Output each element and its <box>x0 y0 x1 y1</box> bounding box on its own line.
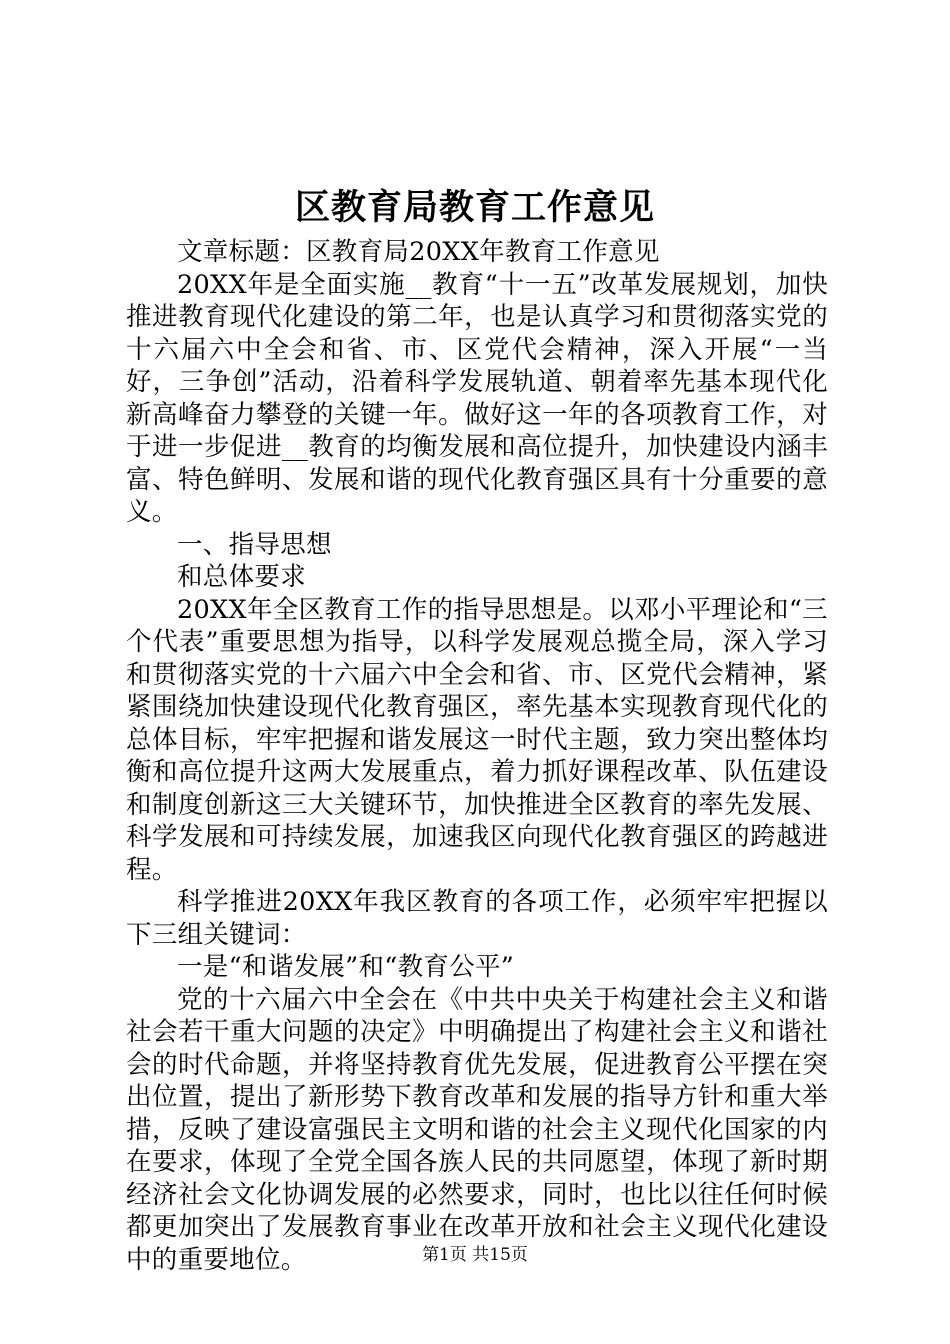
paragraph-article-title: 文章标题：区教育局20XX年教育工作意见 <box>177 237 660 267</box>
paragraph-key-words: 科学推进20XX年我区教育的各项工作，必须牢牢把握以下三组关键词： <box>126 887 828 950</box>
section-heading-overall-requirements: 和总体要求 <box>177 562 307 592</box>
paragraph-harmony-fairness: 党的十六届六中全会在《中共中央关于构建社会主义和谐社会若干重大问题的决定》中明确提出了构建社会主义和谐社会的时代命题，并将坚持教育优先发展，促进教育公平摆在突出位置，提出了新形势下教育改革和发展的指导方针和重大举措，反映了建设富强民主文明和谐的社会主义现代化国家的内在要求，体现了全党全国各族人民的共同愿望，体现了新时期经济社会文化协调发展的必然要求，同时，也比以往任何时候都更加突出了发展教育事业在改革开放和社会主义现代化建设中的重要地位。 <box>126 984 828 1275</box>
document-body <box>126 236 828 1276</box>
page-number-footer: 第1页 共15页 <box>422 1245 528 1265</box>
subheading-harmony-fairness: 一是“和谐发展”和“教育公平” <box>177 952 515 982</box>
paragraph-intro: 20XX年是全面实施__教育“十一五”改革发展规划，加快推进教育现代化建设的第二年，也是认真学习和贯彻落实党的十六届六中全会和省、市、区党代会精神，深入开展“一当好，三争创”活动，沿着科学发展轨道、朝着率先基本现代化新高峰奋力攀登的关键一年。做好这一年的各项教育工作，对于进一步促进__教育的均衡发展和高位提升，加快建设内涵丰富、特色鲜明、发展和谐的现代化教育强区具有十分重要的意义。 <box>126 269 828 527</box>
section-heading-guiding-ideology: 一、指导思想 <box>177 529 332 560</box>
document-title: 区教育局教育工作意见 <box>294 187 655 228</box>
paragraph-guiding-ideology: 20XX年全区教育工作的指导思想是。以邓小平理论和“三个代表”重要思想为指导，以科学发展观总揽全局，深入学习和贯彻落实党的十六届六中全会和省、市、区党代会精神，紧紧围绕加快建设现代化教育强区，率先基本实现教育现代化的总体目标，牢牢把握和谐发展这一时代主题，致力突出整体均衡和高位提升这两大发展重点，着力抓好课程改革、队伍建设和制度创新这三大关键环节，加快推进全区教育的率先发展、科学发展和可持续发展，加速我区向现代化教育强区的跨越进程。 <box>126 594 828 885</box>
